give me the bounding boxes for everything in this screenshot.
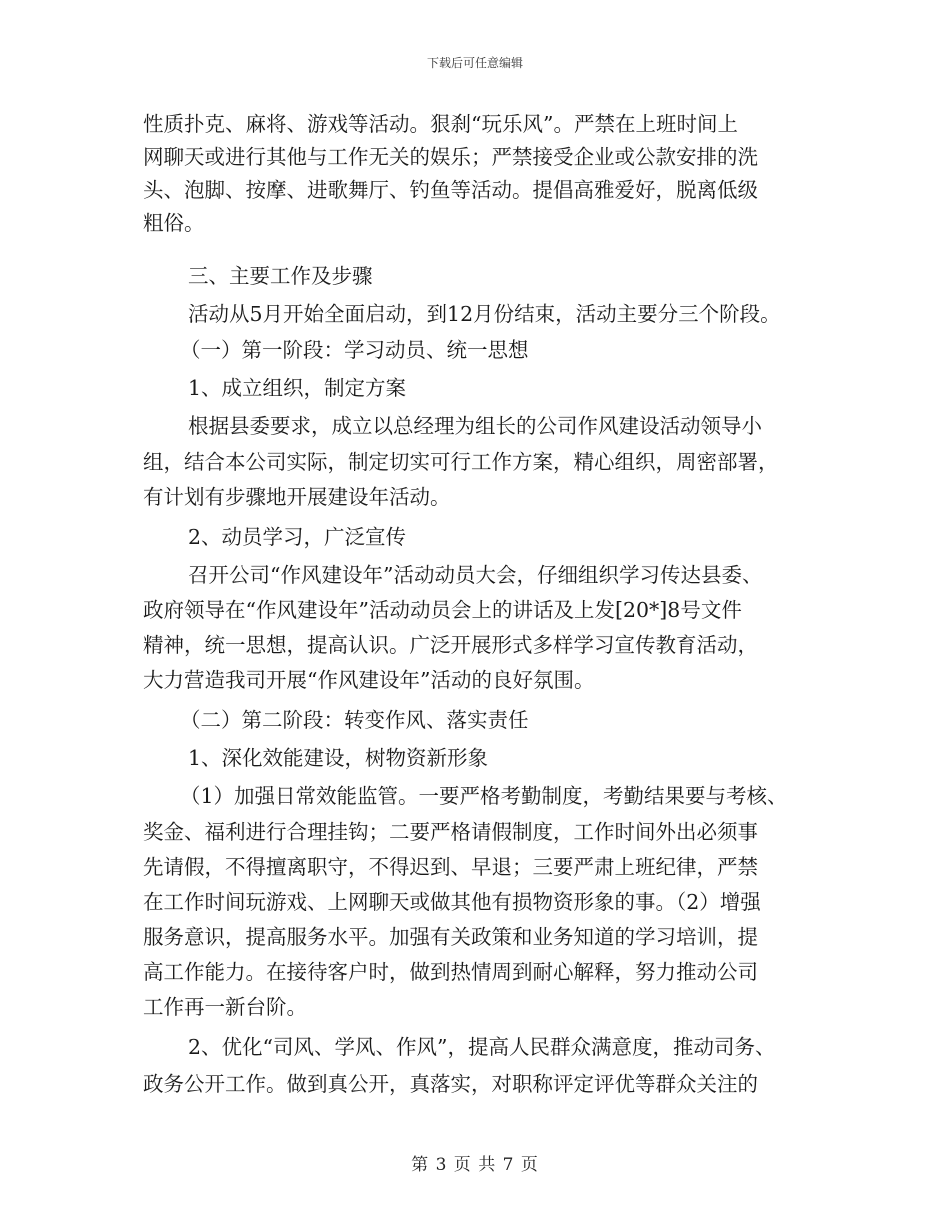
paragraph-line: 奖金、福利进行合理挂钩；二要严格请假制度，工作时间外出必须事 xyxy=(143,820,758,844)
paragraph-line: 头、泡脚、按摩、进歌舞厅、钓鱼等活动。提倡高雅爱好，脱离低级 xyxy=(143,178,758,202)
paragraph-line: 高工作能力。在接待客户时，做到热情周到耐心解释，努力推动公司 xyxy=(143,960,758,984)
paragraph-line: 政府领导在“作风建设年”活动动员会上的讲话及上发[20*]8号文件 xyxy=(143,598,742,622)
section-heading: 三、主要工作及步骤 xyxy=(188,264,373,288)
page-footer: 第 3 页 共 7 页 xyxy=(411,1155,539,1175)
paragraph-line: 先请假，不得擅离职守，不得迟到、早退；三要严肃上班纪律，严禁 xyxy=(143,855,758,879)
subsection-heading: （一）第一阶段：学习动员、统一思想 xyxy=(180,338,529,362)
item-heading: 2、动员学习，广泛宣传 xyxy=(188,525,407,549)
paragraph-line: 政务公开工作。做到真公开，真落实，对职称评定评优等群众关注的 xyxy=(143,1072,758,1096)
item-heading: 1、深化效能建设，树物资新形象 xyxy=(188,746,489,770)
paragraph-line: 根据县委要求，成立以总经理为组长的公司作风建设活动领导小 xyxy=(188,414,762,438)
paragraph-line: 粗俗。 xyxy=(143,211,205,235)
paragraph-line: 召开公司“作风建设年”活动动员大会，仔细组织学习传达县委、 xyxy=(188,563,763,587)
paragraph-line: 2、优化“司风、学风、作风”，提高人民群众满意度，推动司务、 xyxy=(188,1035,776,1059)
item-heading: 1、成立组织，制定方案 xyxy=(188,376,407,400)
paragraph-line: 性质扑克、麻将、游戏等活动。狠刹“玩乐风”。严禁在上班时间上 xyxy=(143,112,738,136)
page-header: 下载后可任意编辑 xyxy=(426,56,523,70)
paragraph-line: （1）加强日常效能监管。一要严格考勤制度，考勤结果要与考核、 xyxy=(180,784,788,808)
paragraph-line: 服务意识，提高服务水平。加强有关政策和业务知道的学习培训，提 xyxy=(143,925,758,949)
paragraph-line: 组，结合本公司实际，制定切实可行工作方案，精心组织，周密部署， xyxy=(143,450,779,474)
paragraph-line: 在工作时间玩游戏、上网聊天或做其他有损物资形象的事。（2）增强 xyxy=(143,890,761,914)
paragraph-line: 大力营造我司开展“作风建设年”活动的良好氛围。 xyxy=(143,668,595,692)
subsection-heading: （二）第二阶段：转变作风、落实责任 xyxy=(180,708,529,732)
paragraph-line: 有计划有步骤地开展建设年活动。 xyxy=(143,485,451,509)
paragraph-line: 精神，统一思想，提高认识。广泛开展形式多样学习宣传教育活动， xyxy=(143,633,758,657)
paragraph-line: 工作再一新台阶。 xyxy=(143,995,307,1019)
paragraph-line: 活动从5月开始全面启动，到12月份结束，活动主要分三个阶段。 xyxy=(188,302,781,326)
paragraph-line: 网聊天或进行其他与工作无关的娱乐；严禁接受企业或公款安排的洗 xyxy=(143,145,758,169)
